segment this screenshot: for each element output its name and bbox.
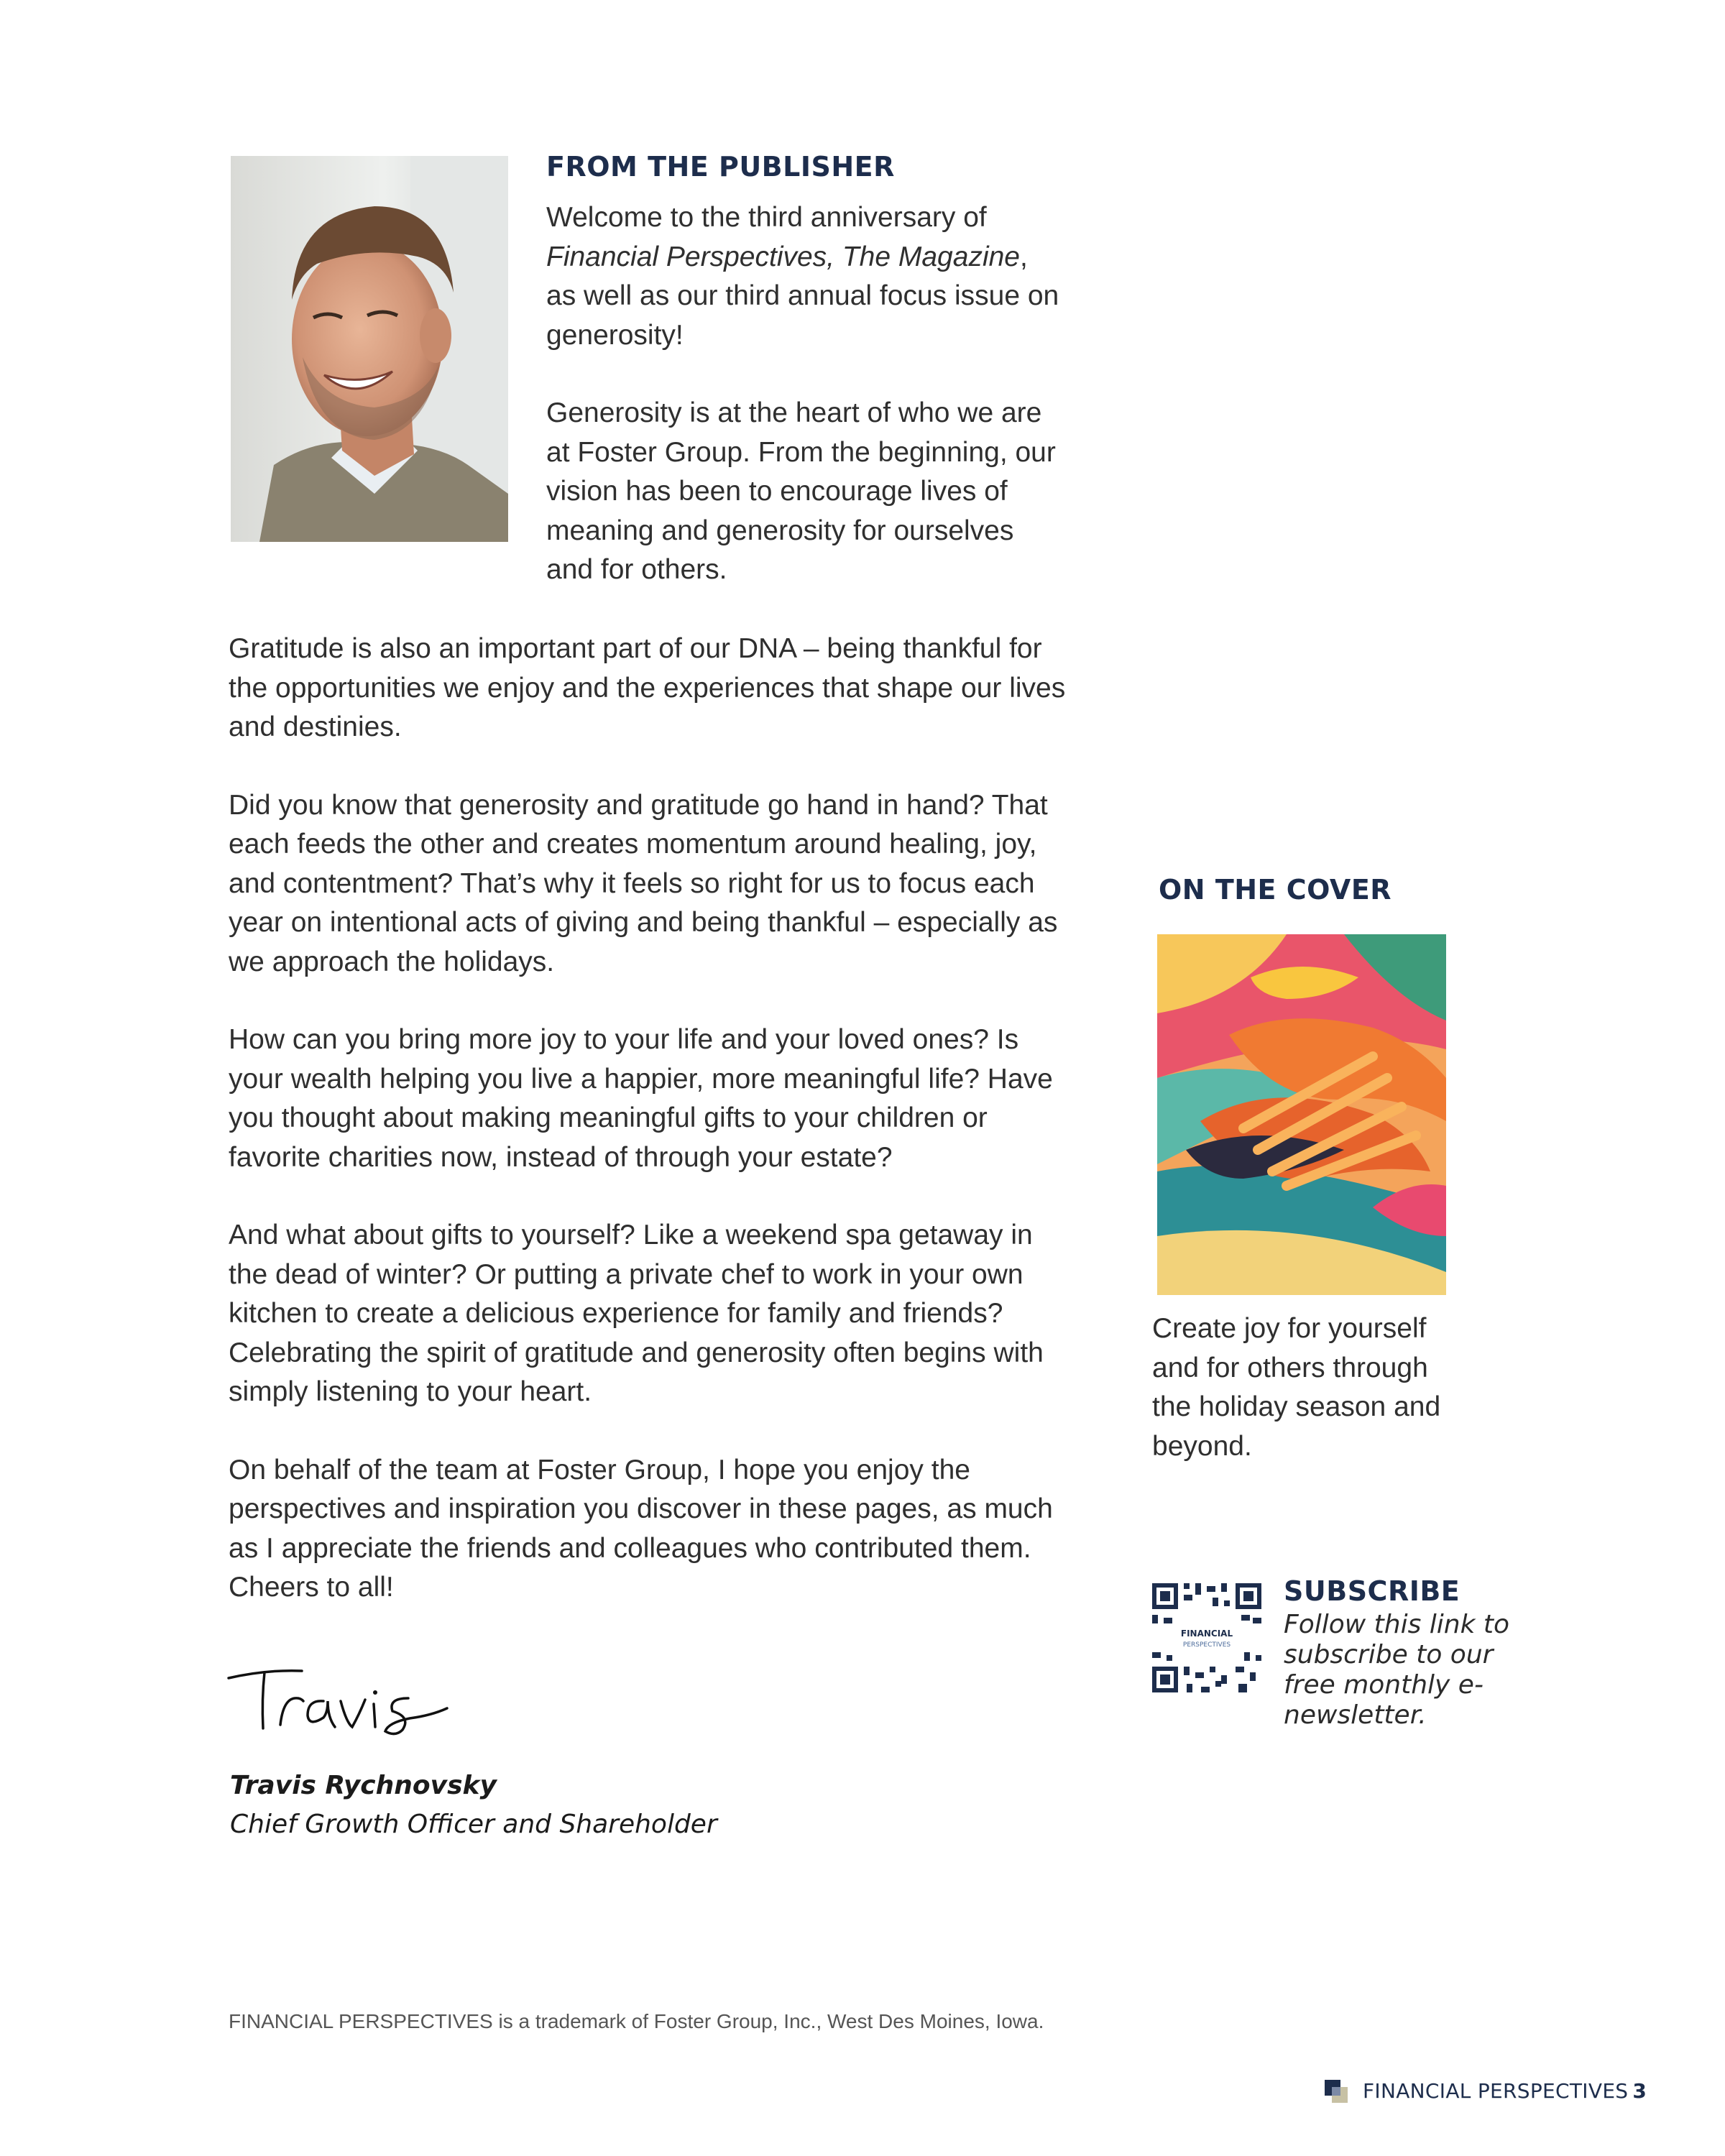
qr-code-icon — [1152, 1583, 1261, 1692]
intro-paragraph-2: Generosity is at the heart of who we are at Foster Group. From the beginning, our vision has been to encourage lives of meaning and generosity for ourselves and for others. — [546, 397, 1056, 585]
publisher-letter — [229, 630, 1077, 1608]
letter-paragraph: And what about gifts to yourself? Like a weekend spa getaway in the dead of winter? Or putting a private chef to work in your own kitchen to create a delicious experience for family and friends? Celebrating the spirit of gratitude and generosity often begins with simply listening to your heart. — [229, 1220, 1044, 1407]
intro-paragraph-1: Welcome to the third anniversary of Financial Perspectives, The Magazine, as well as our third annual focus issue on generosity! — [546, 202, 1059, 351]
cover-heading: ON THE COVER — [1159, 874, 1392, 906]
publisher-portrait — [231, 156, 508, 542]
letter-paragraph: How can you bring more joy to your life and your loved ones? Is your wealth helping you live a happier, more meaningful life? Have you thought about making meaningful gifts to your children or favorite charities now, instead of through your estate? — [229, 1024, 1053, 1173]
publisher-intro — [546, 198, 1064, 590]
subscribe-heading: SUBSCRIBE — [1284, 1575, 1460, 1607]
qr-label-line1: FINANCIAL — [1180, 1628, 1233, 1639]
footer-brand — [1363, 2079, 1647, 2103]
letter-paragraph: On behalf of the team at Foster Group, I hope you enjoy the perspectives and inspiration you discover in these pages, as much as I appreciate the friends and colleagues who contributed them. Cheers to all! — [229, 1454, 1053, 1603]
page-number: 3 — [1632, 2079, 1647, 2103]
publisher-heading: FROM THE PUBLISHER — [546, 151, 895, 183]
trademark-notice: FINANCIAL PERSPECTIVES is a trademark of Foster Group, Inc., West Des Moines, Iowa. — [229, 2010, 1044, 2032]
footer-brand-name: FINANCIAL PERSPECTIVES — [1363, 2079, 1629, 2103]
portrait-image — [231, 156, 508, 542]
signature — [223, 1657, 453, 1743]
letter-paragraph: Gratitude is also an important part of our DNA – being thankful for the opportunities we enjoy and the experiences that shape our lives and destinies. — [229, 633, 1066, 742]
brand-logo-icon — [1325, 2080, 1349, 2104]
subscribe-qr-code[interactable] — [1152, 1583, 1261, 1692]
signature-image — [223, 1657, 453, 1743]
author-name: Travis Rychnovsky — [230, 1771, 497, 1800]
cover-artwork — [1157, 934, 1446, 1295]
qr-label-line2: PERSPECTIVES — [1182, 1641, 1231, 1649]
author-title: Chief Growth Officer and Shareholder — [230, 1810, 717, 1839]
cover-image — [1157, 934, 1446, 1295]
letter-paragraph: Did you know that generosity and gratitude go hand in hand? That each feeds the other and creates momentum around healing, joy, and contentment? That’s why it feels so right for us to focus each year on intentional acts of giving and being thankful – especially as we approach the holidays. — [229, 789, 1058, 977]
subscribe-link-text[interactable]: Follow this link to subscribe to our free monthly e-newsletter. — [1284, 1610, 1510, 1730]
cover-caption: Create joy for yourself and for others through the holiday season and beyond. — [1152, 1313, 1441, 1462]
